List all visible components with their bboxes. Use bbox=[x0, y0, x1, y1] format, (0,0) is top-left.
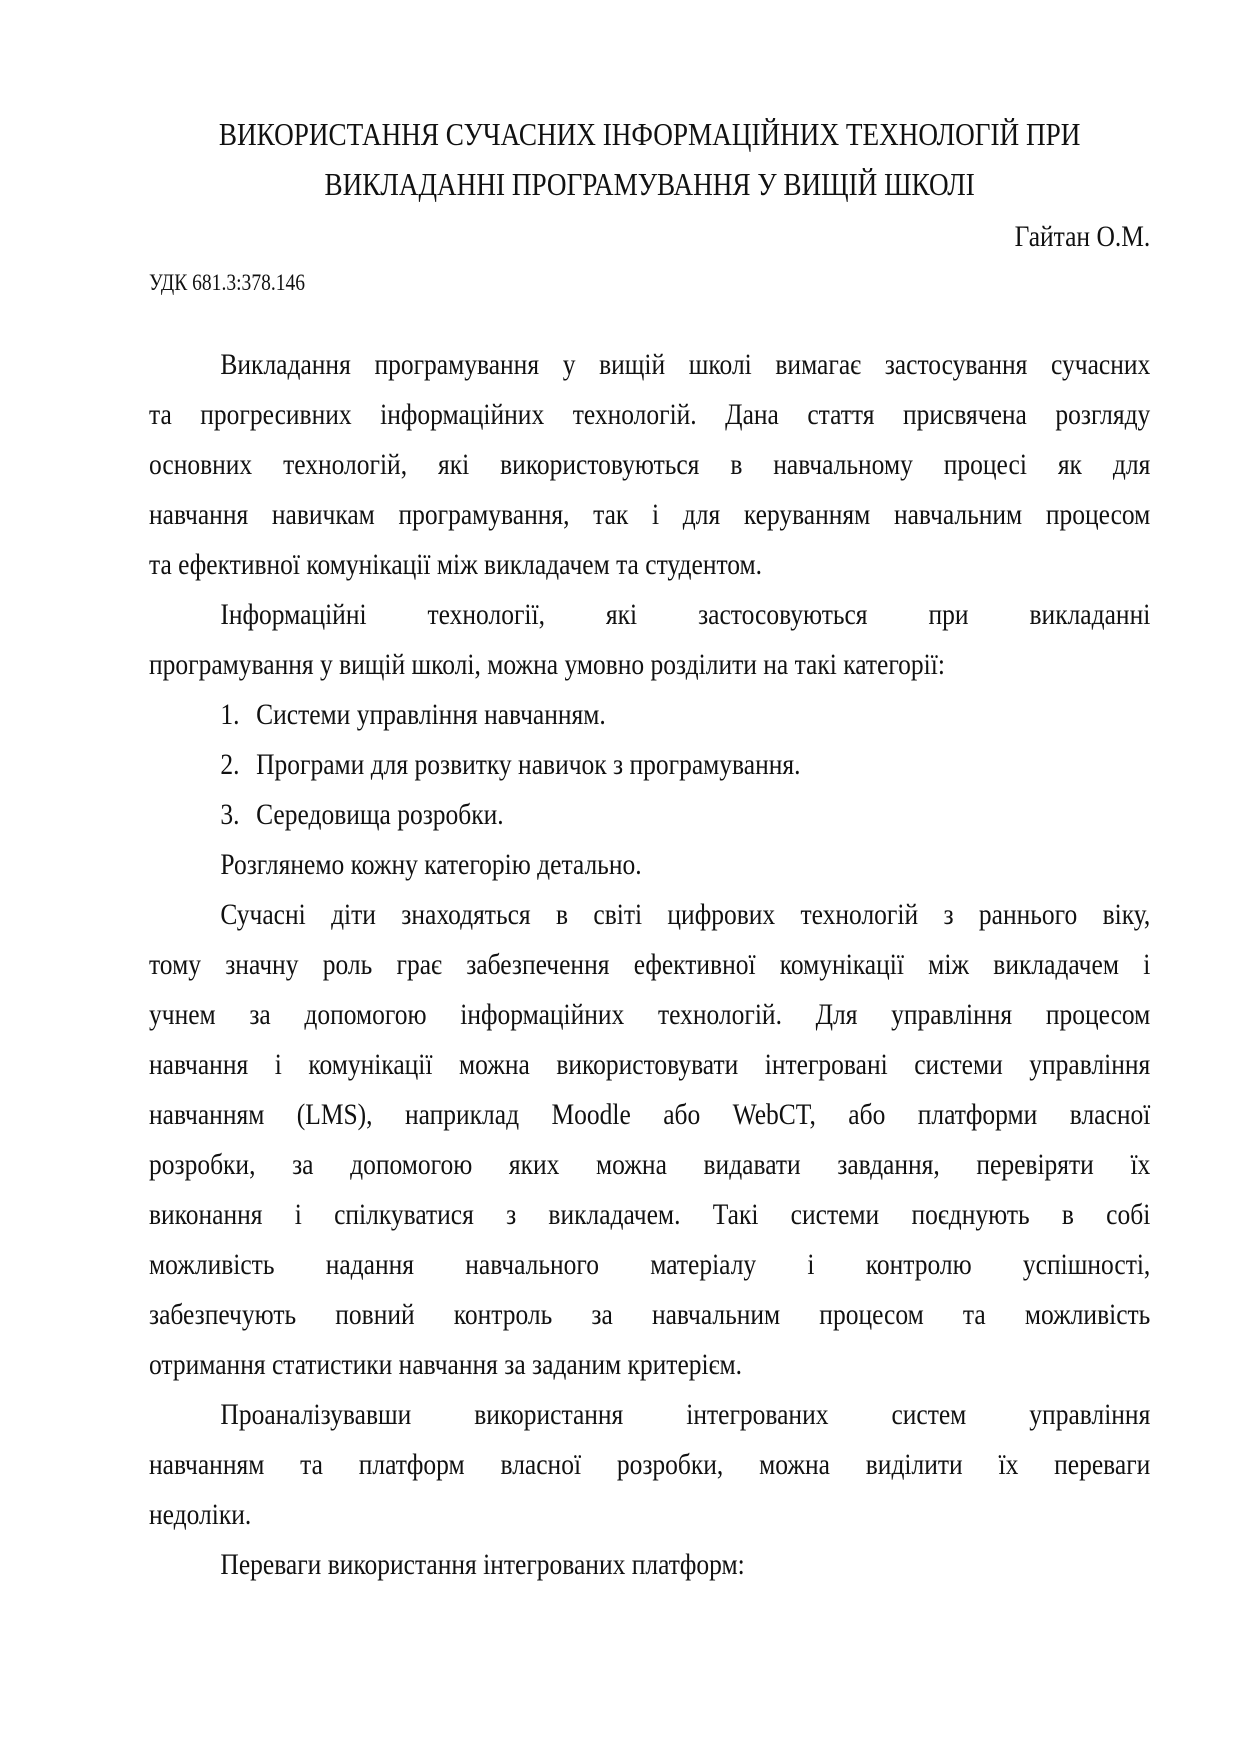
text-line: Розглянемо кожну категорію детально. bbox=[220, 848, 642, 881]
paragraph-analysis bbox=[149, 1390, 1150, 1540]
paragraph-intro bbox=[149, 340, 1150, 590]
text-line: виконання і спілкуватися з викладачем. Такі системи поєднують в собі bbox=[149, 1198, 1151, 1231]
list-number: 1. bbox=[220, 698, 240, 731]
text-line: основних технологій, які використовуються в навчальному процесі як для bbox=[149, 448, 1151, 481]
paragraph-lms bbox=[149, 890, 1150, 1390]
text-line: Інформаційні технології, які застосовуються при викладанні bbox=[220, 598, 1151, 631]
document-page bbox=[149, 0, 1150, 1754]
list-item bbox=[149, 790, 1150, 840]
author: Гайтан О.М. bbox=[1014, 220, 1151, 253]
text-line: та ефективної комунікації між викладачем та студентом. bbox=[149, 548, 763, 581]
text-line: отримання статистики навчання за заданим критерієм. bbox=[149, 1348, 743, 1381]
text-line: Переваги використання інтегрованих платформ: bbox=[220, 1548, 745, 1581]
udk-code: УДК 681.3:378.146 bbox=[149, 270, 306, 295]
paragraph-consider bbox=[149, 840, 1150, 890]
text-line: Проаналізувавши використання інтегрованих систем управління bbox=[220, 1398, 1151, 1431]
paragraph-categories bbox=[149, 590, 1150, 690]
list-number: 2. bbox=[220, 748, 240, 781]
categories-list bbox=[149, 690, 1150, 840]
text-line: навчанням та платформ власної розробки, можна виділити їх переваги bbox=[149, 1448, 1151, 1481]
text-line: та прогресивних інформаційних технологій. Дана стаття присвячена розгляду bbox=[149, 398, 1151, 431]
list-text: Системи управління навчанням. bbox=[256, 698, 606, 731]
list-number: 3. bbox=[220, 798, 240, 831]
title-line-2: ВИКЛАДАННІ ПРОГРАМУВАННЯ У ВИЩІЙ ШКОЛІ bbox=[324, 166, 975, 202]
text-line: програмування у вищій школі, можна умовно розділити на такі категорії: bbox=[149, 648, 945, 681]
text-line: недоліки. bbox=[149, 1498, 252, 1531]
text-line: учнем за допомогою інформаційних технологій. Для управління процесом bbox=[149, 998, 1151, 1031]
text-line: Викладання програмування у вищій школі вимагає застосування сучасних bbox=[220, 348, 1151, 381]
text-line: розробки, за допомогою яких можна видавати завдання, перевіряти їх bbox=[149, 1148, 1151, 1181]
list-text: Програми для розвитку навичок з програмування. bbox=[256, 748, 801, 781]
text-line: Сучасні діти знаходяться в світі цифрових технологій з раннього віку, bbox=[220, 898, 1151, 931]
text-line: навчання і комунікації можна використовувати інтегровані системи управління bbox=[149, 1048, 1151, 1081]
text-line: тому значну роль грає забезпечення ефективної комунікації між викладачем і bbox=[149, 948, 1151, 981]
paragraph-advantages bbox=[149, 1540, 1150, 1590]
article-body bbox=[149, 340, 1150, 1590]
text-line: можливість надання навчального матеріалу і контролю успішності, bbox=[149, 1248, 1151, 1281]
list-item bbox=[149, 690, 1150, 740]
text-line: навчання навичкам програмування, так і для керуванням навчальним процесом bbox=[149, 498, 1151, 531]
title-line-1: ВИКОРИСТАННЯ СУЧАСНИХ ІНФОРМАЦІЙНИХ ТЕХНОЛОГІЙ ПРИ bbox=[218, 116, 1081, 152]
text-line: навчанням (LMS), наприклад Moodle або WebCT, або платформи власної bbox=[149, 1098, 1151, 1131]
text-line: забезпечують повний контроль за навчальним процесом та можливість bbox=[149, 1298, 1151, 1331]
list-text: Середовища розробки. bbox=[256, 798, 504, 831]
list-item bbox=[149, 740, 1150, 790]
